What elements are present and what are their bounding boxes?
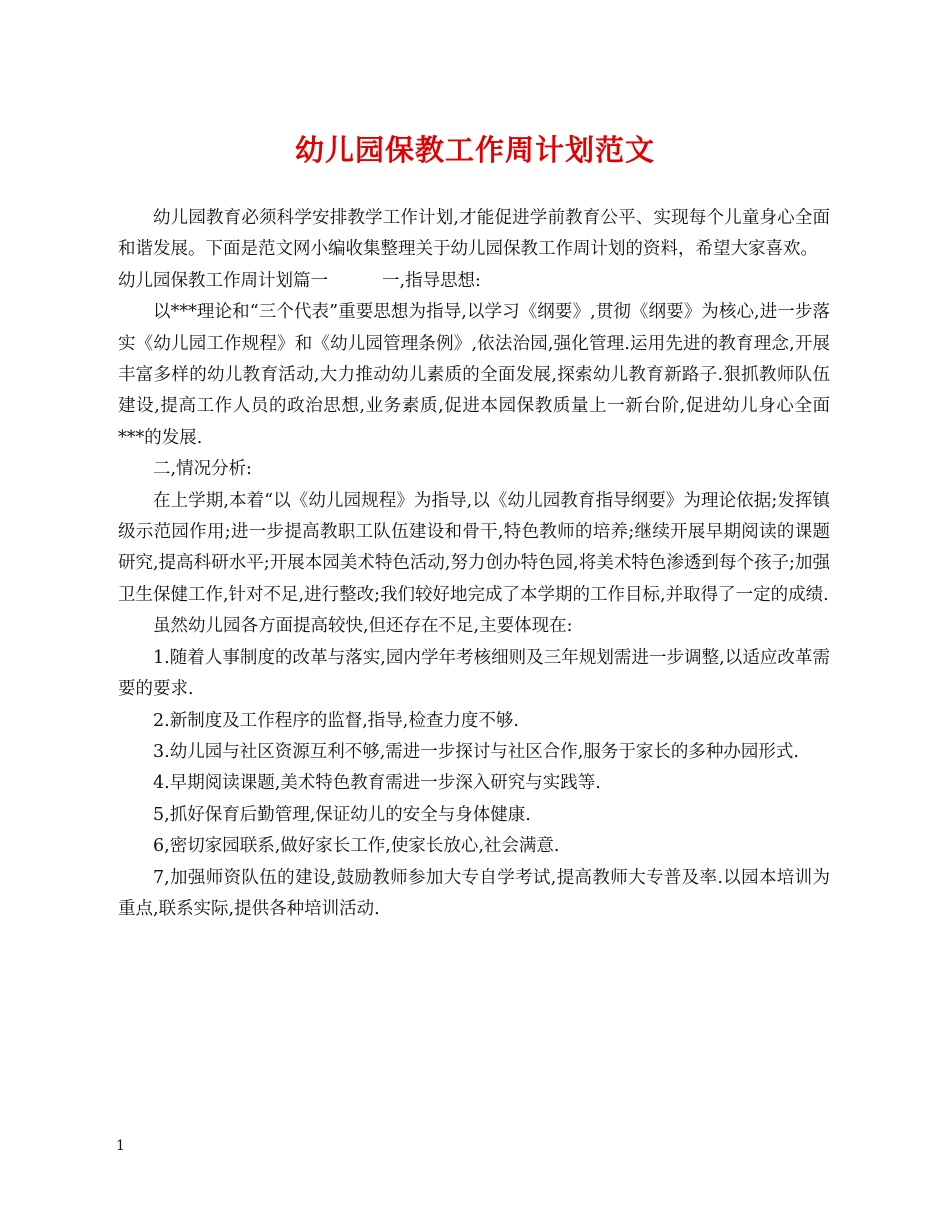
heading-gap — [328, 266, 382, 297]
section-two-heading: 二,情况分析: — [153, 459, 252, 480]
page-title: 幼儿园保教工作周计划范文 — [294, 133, 655, 167]
section-one-heading: 一,指导思想: — [382, 270, 481, 291]
shortcomings-intro: 虽然幼儿园各方面提高较快,但还存在不足,主要体现在: — [153, 616, 573, 637]
analysis-paragraph: 在上学期,本着“以《幼儿园规程》为指导,以《幼儿园教育指导纲要》为理论依据;发挥镇级示范园作用;进一步提高教职工队伍建设和骨干,特色教师的培养;继续开展早期阅读的课题研究,提高科研水平;开展本园美术特色活动,努力创办特色园,将美术特色渗透到每个孩子;加强卫生保健工作,针对不足,进行整改;我们较好地完成了本学期的工作目标,并取得了一定的成绩. — [118, 490, 830, 605]
guiding-paragraph: 以***理论和“三个代表”重要思想为指导,以学习《纲要》,贯彻《纲要》为核心,进一步落实《幼儿园工作规程》和《幼儿园管理条例》,依法治园,强化管理.运用先进的教育理念,开展丰富多样的幼儿教育活动,大力推动幼儿素质的全面发展,探索幼儿教育新路子.狠抓教师队伍建设,提高工作人员的政治思想,业务素质,促进本园保教质量上一新台阶,促进幼儿身心全面***的发展. — [118, 302, 830, 448]
list-item: 1.随着人事制度的改革与落实,园内学年考核细则及三年规划需进一步调整,以适应改革需要的要求. — [118, 647, 830, 700]
list-item: 2.新制度及工作程序的监督,指导,检查力度不够. — [153, 710, 519, 731]
list-item: 3.幼儿园与社区资源互利不够,需进一步探讨与社区合作,服务于家长的多种办园形式. — [153, 741, 799, 762]
list-item: 6,密切家园联系,做好家长工作,使家长放心,社会满意. — [153, 836, 560, 857]
page-number: 1 — [116, 1138, 125, 1154]
intro-paragraph: 幼儿园教育必须科学安排教学工作计划,才能促进学前教育公平、实现每个儿童身心全面和谐发展。下面是范文网小编收集整理关于幼儿园保教工作周计划的资料，希望大家喜欢。 — [118, 208, 830, 260]
section-heading-row — [118, 266, 830, 297]
list-item: 5,抓好保育后勤管理,保证幼儿的安全与身体健康. — [153, 804, 531, 825]
section-label: 幼儿园保教工作周计划篇一 — [118, 270, 328, 291]
document-body — [118, 203, 830, 925]
list-item: 4.早期阅读课题,美术特色教育需进一步深入研究与实践等. — [153, 773, 601, 794]
list-item: 7,加强师资队伍的建设,鼓励教师参加大专自学考试,提高教师大专普及率.以园本培训为重点,联系实际,提供各种培训活动. — [118, 867, 830, 919]
